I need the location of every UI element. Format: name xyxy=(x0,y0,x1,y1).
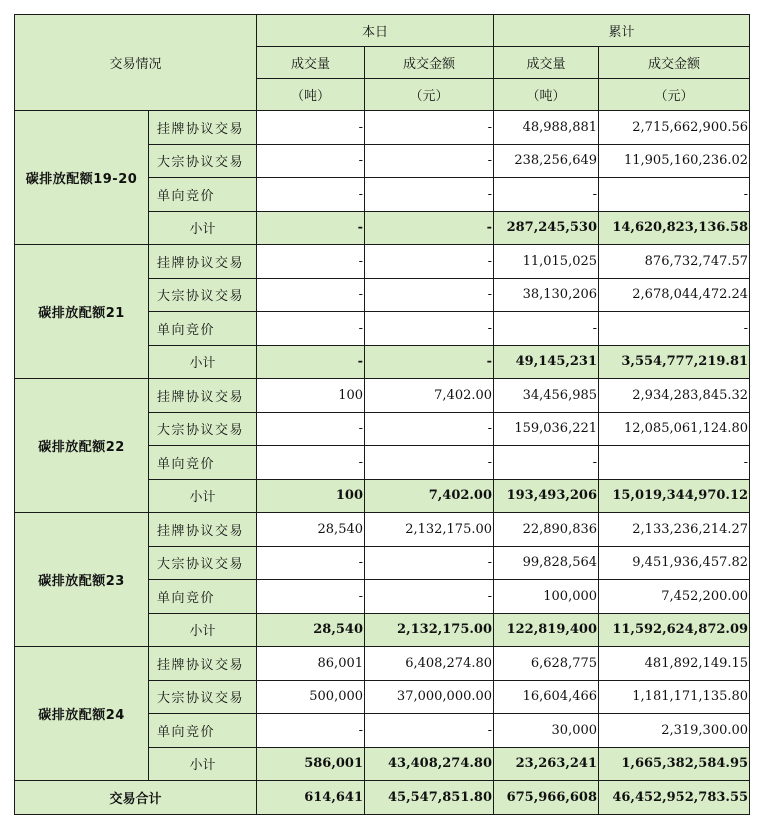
cum-amount: 2,133,236,214.27 xyxy=(599,513,750,547)
today-amount: - xyxy=(365,245,494,279)
cumulative-header: 累计 xyxy=(494,15,750,47)
cum-volume: - xyxy=(494,312,599,346)
today-volume: - xyxy=(257,412,365,446)
cum-amount: - xyxy=(599,312,750,346)
cum-amount: - xyxy=(599,178,750,212)
today-amount: 7,402.00 xyxy=(365,379,494,413)
subtotal-today-volume: 586,001 xyxy=(257,747,365,781)
today-header: 本日 xyxy=(257,15,494,47)
trade-type: 单向竞价 xyxy=(149,446,257,480)
cum-amount: - xyxy=(599,446,750,480)
subtotal-today-amount: 7,402.00 xyxy=(365,479,494,513)
total-label: 交易合计 xyxy=(15,781,257,815)
today-volume: - xyxy=(257,111,365,145)
group-name: 碳排放配额24 xyxy=(15,647,149,781)
subtotal-label: 小计 xyxy=(149,479,257,513)
table-row xyxy=(15,245,750,279)
cum-volume: 30,000 xyxy=(494,714,599,748)
cum-amount: 11,905,160,236.02 xyxy=(599,144,750,178)
cum-volume: - xyxy=(494,178,599,212)
today-amount: - xyxy=(365,178,494,212)
cum-amount: 2,319,300.00 xyxy=(599,714,750,748)
today-amount: - xyxy=(365,312,494,346)
cum-volume: 48,988,881 xyxy=(494,111,599,145)
today-amount: - xyxy=(365,546,494,580)
today-volume: 86,001 xyxy=(257,647,365,681)
cum-volume: 159,036,221 xyxy=(494,412,599,446)
cum-amount-unit: （元） xyxy=(599,79,750,111)
cum-amount: 1,181,171,135.80 xyxy=(599,680,750,714)
subtotal-today-amount: - xyxy=(365,345,494,379)
trade-type: 挂牌协议交易 xyxy=(149,379,257,413)
cum-amount: 7,452,200.00 xyxy=(599,580,750,614)
total-today-volume: 614,641 xyxy=(257,781,365,815)
section-header: 交易情况 xyxy=(15,15,257,111)
today-volume-header: 成交量 xyxy=(257,47,365,79)
trade-type: 挂牌协议交易 xyxy=(149,513,257,547)
today-amount: 37,000,000.00 xyxy=(365,680,494,714)
subtotal-today-amount: - xyxy=(365,211,494,245)
today-volume: - xyxy=(257,546,365,580)
group-name: 碳排放配额22 xyxy=(15,379,149,513)
total-today-amount: 45,547,851.80 xyxy=(365,781,494,815)
cum-volume: 16,604,466 xyxy=(494,680,599,714)
subtotal-label: 小计 xyxy=(149,211,257,245)
subtotal-today-volume: 100 xyxy=(257,479,365,513)
cum-volume: 100,000 xyxy=(494,580,599,614)
cum-amount: 9,451,936,457.82 xyxy=(599,546,750,580)
subtotal-today-amount: 43,408,274.80 xyxy=(365,747,494,781)
cum-amount: 2,678,044,472.24 xyxy=(599,278,750,312)
today-amount: - xyxy=(365,412,494,446)
total-cum-amount: 46,452,952,783.55 xyxy=(599,781,750,815)
subtotal-cum-volume: 122,819,400 xyxy=(494,613,599,647)
today-amount: 2,132,175.00 xyxy=(365,513,494,547)
subtotal-label: 小计 xyxy=(149,747,257,781)
cum-volume: 11,015,025 xyxy=(494,245,599,279)
cum-amount: 481,892,149.15 xyxy=(599,647,750,681)
today-amount: 6,408,274.80 xyxy=(365,647,494,681)
today-volume: - xyxy=(257,278,365,312)
cum-volume: 6,628,775 xyxy=(494,647,599,681)
total-cum-volume: 675,966,608 xyxy=(494,781,599,815)
cum-amount: 2,934,283,845.32 xyxy=(599,379,750,413)
today-amount-unit: （元） xyxy=(365,79,494,111)
today-volume: - xyxy=(257,714,365,748)
subtotal-cum-volume: 287,245,530 xyxy=(494,211,599,245)
trade-type: 单向竞价 xyxy=(149,178,257,212)
subtotal-cum-amount: 11,592,624,872.09 xyxy=(599,613,750,647)
trade-type: 大宗协议交易 xyxy=(149,412,257,446)
today-amount: - xyxy=(365,278,494,312)
subtotal-cum-volume: 193,493,206 xyxy=(494,479,599,513)
cum-amount: 2,715,662,900.56 xyxy=(599,111,750,145)
subtotal-label: 小计 xyxy=(149,613,257,647)
subtotal-today-volume: - xyxy=(257,211,365,245)
today-volume: - xyxy=(257,580,365,614)
cum-volume-unit: （吨） xyxy=(494,79,599,111)
trading-summary-table xyxy=(14,14,750,815)
table-row xyxy=(15,111,750,145)
today-volume: - xyxy=(257,144,365,178)
trade-type: 大宗协议交易 xyxy=(149,680,257,714)
table-row xyxy=(15,647,750,681)
subtotal-cum-amount: 1,665,382,584.95 xyxy=(599,747,750,781)
today-volume: - xyxy=(257,178,365,212)
today-volume: 100 xyxy=(257,379,365,413)
cum-volume: 34,456,985 xyxy=(494,379,599,413)
trade-type: 挂牌协议交易 xyxy=(149,245,257,279)
today-volume: 500,000 xyxy=(257,680,365,714)
today-volume: 28,540 xyxy=(257,513,365,547)
subtotal-cum-volume: 23,263,241 xyxy=(494,747,599,781)
cum-amount: 876,732,747.57 xyxy=(599,245,750,279)
subtotal-today-volume: - xyxy=(257,345,365,379)
today-amount: - xyxy=(365,446,494,480)
today-amount: - xyxy=(365,580,494,614)
cum-volume: 22,890,836 xyxy=(494,513,599,547)
today-volume-unit: （吨） xyxy=(257,79,365,111)
today-volume: - xyxy=(257,312,365,346)
cum-volume: 38,130,206 xyxy=(494,278,599,312)
group-name: 碳排放配额23 xyxy=(15,513,149,647)
cum-volume: 99,828,564 xyxy=(494,546,599,580)
trade-type: 挂牌协议交易 xyxy=(149,111,257,145)
trade-type: 单向竞价 xyxy=(149,714,257,748)
today-amount: - xyxy=(365,714,494,748)
table-row xyxy=(15,513,750,547)
subtotal-cum-amount: 15,019,344,970.12 xyxy=(599,479,750,513)
subtotal-today-volume: 28,540 xyxy=(257,613,365,647)
subtotal-today-amount: 2,132,175.00 xyxy=(365,613,494,647)
trade-type: 大宗协议交易 xyxy=(149,278,257,312)
today-amount: - xyxy=(365,144,494,178)
subtotal-cum-volume: 49,145,231 xyxy=(494,345,599,379)
subtotal-label: 小计 xyxy=(149,345,257,379)
cum-amount: 12,085,061,124.80 xyxy=(599,412,750,446)
trade-type: 大宗协议交易 xyxy=(149,144,257,178)
cum-volume: - xyxy=(494,446,599,480)
table-row xyxy=(15,379,750,413)
group-name: 碳排放配额19-20 xyxy=(15,111,149,245)
table-body xyxy=(15,111,750,781)
trade-type: 大宗协议交易 xyxy=(149,546,257,580)
subtotal-cum-amount: 14,620,823,136.58 xyxy=(599,211,750,245)
today-volume: - xyxy=(257,245,365,279)
today-amount-header: 成交金额 xyxy=(365,47,494,79)
total-row xyxy=(15,781,750,815)
subtotal-cum-amount: 3,554,777,219.81 xyxy=(599,345,750,379)
cum-volume: 238,256,649 xyxy=(494,144,599,178)
cum-amount-header: 成交金额 xyxy=(599,47,750,79)
group-name: 碳排放配额21 xyxy=(15,245,149,379)
trade-type: 单向竞价 xyxy=(149,580,257,614)
today-amount: - xyxy=(365,111,494,145)
today-volume: - xyxy=(257,446,365,480)
trade-type: 挂牌协议交易 xyxy=(149,647,257,681)
cum-volume-header: 成交量 xyxy=(494,47,599,79)
trade-type: 单向竞价 xyxy=(149,312,257,346)
